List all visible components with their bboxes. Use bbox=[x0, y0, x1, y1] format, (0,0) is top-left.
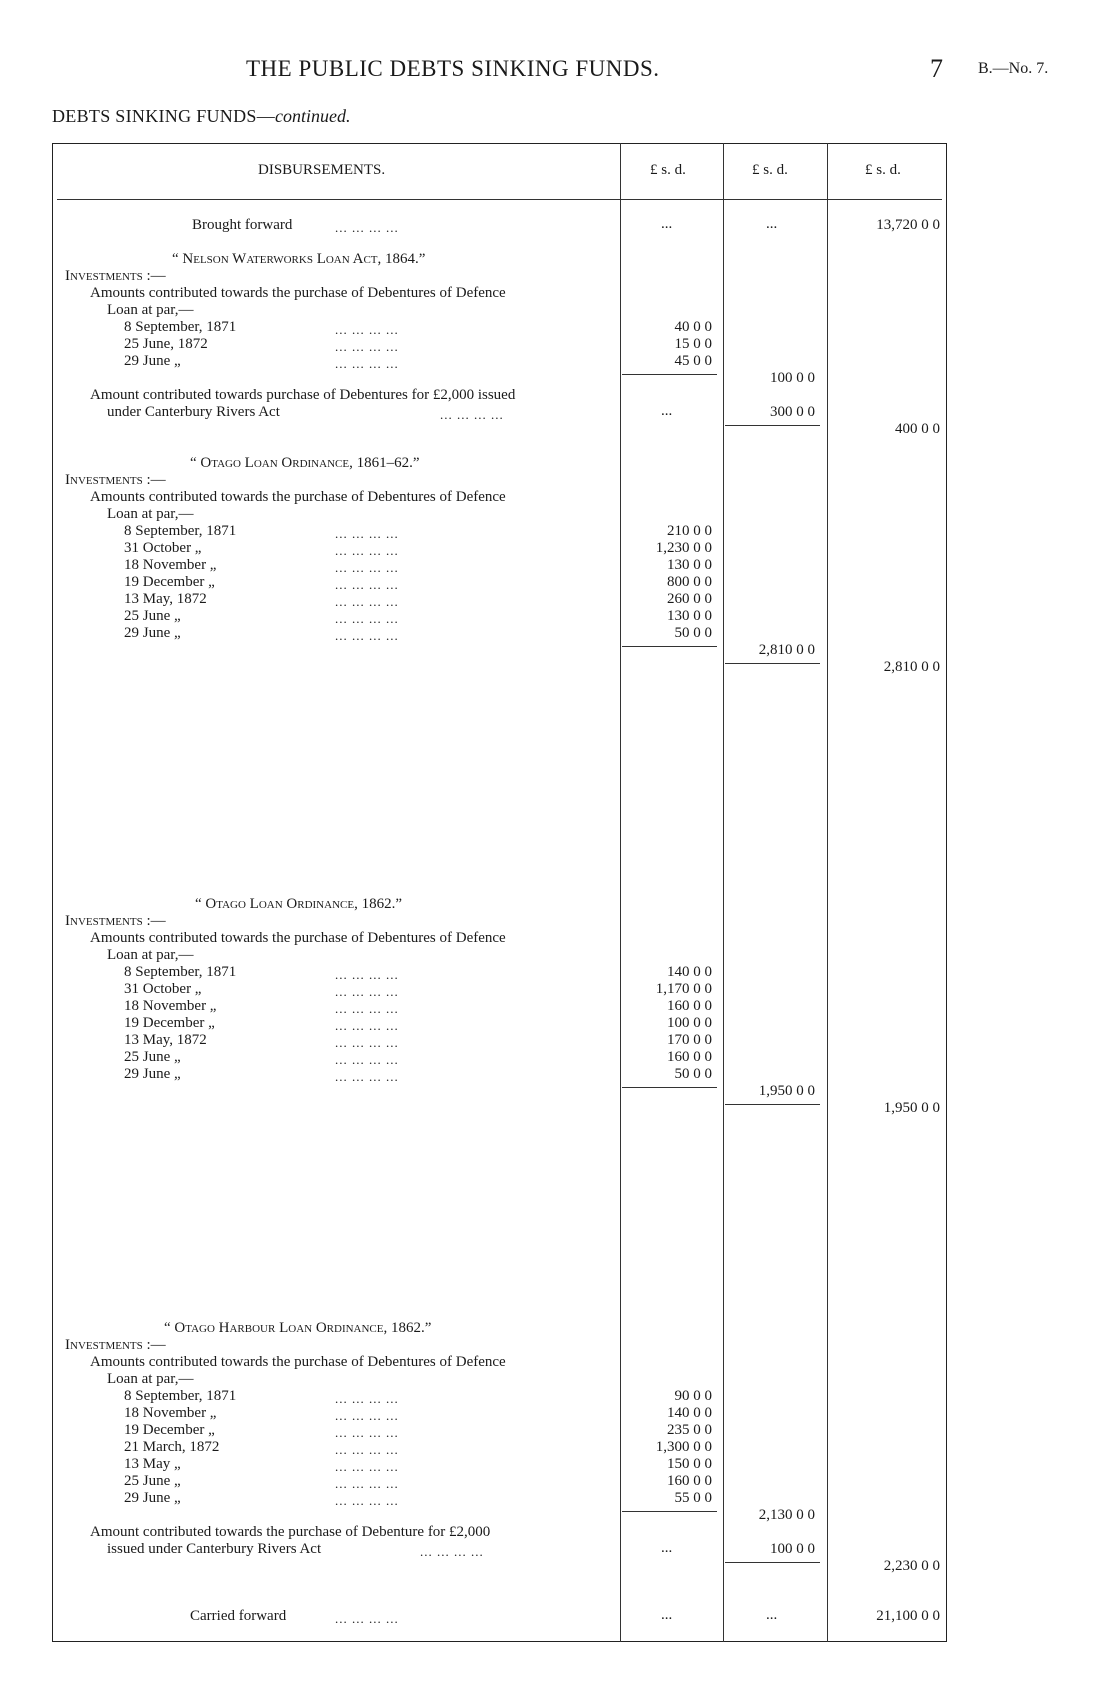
brought-forward-col1: ... bbox=[661, 216, 673, 232]
section-total: 2,230 0 0 bbox=[883, 1558, 940, 1574]
investments-label: Investments :— bbox=[65, 268, 166, 284]
section-desc-line1: Amounts contributed towards the purchase of Debentures of Defence bbox=[90, 489, 506, 505]
leader-dots: ... ... ... ... bbox=[335, 628, 399, 643]
investments-label: Investments :— bbox=[65, 1337, 166, 1353]
leader-dots: ... ... ... ... bbox=[335, 1611, 399, 1626]
entry-amount: 1,300 0 0 bbox=[655, 1439, 712, 1455]
leader-dots: ... ... ... ... bbox=[335, 1035, 399, 1050]
entry-amount: 160 0 0 bbox=[667, 998, 712, 1014]
entry-amount: 45 0 0 bbox=[674, 353, 712, 369]
leader-dots: ... ... ... ... bbox=[335, 1408, 399, 1423]
entry-date: 21 March, 1872 bbox=[124, 1439, 220, 1455]
running-title: THE PUBLIC DEBTS SINKING FUNDS. bbox=[246, 56, 660, 81]
leader-dots: ... ... ... ... bbox=[335, 594, 399, 609]
leader-dots: ... ... ... ... bbox=[335, 1052, 399, 1067]
entry-amount: 130 0 0 bbox=[667, 608, 712, 624]
leader-dots: ... ... ... ... bbox=[335, 1425, 399, 1440]
entry-date: 29 June „ bbox=[124, 625, 181, 641]
section-title-1: “ Otago Loan Ordinance, 1861–62.” bbox=[190, 455, 420, 471]
sum-rule bbox=[725, 1562, 820, 1563]
entry-amount: 55 0 0 bbox=[674, 1490, 712, 1506]
entry-date: 31 October „ bbox=[124, 981, 202, 997]
leader-dots: ... ... ... ... bbox=[335, 967, 399, 982]
leader-dots: ... ... ... ... bbox=[335, 984, 399, 999]
section-title: DEBTS SINKING FUNDS—continued. bbox=[52, 106, 351, 126]
section-desc-line1: Amounts contributed towards the purchase of Debentures of Defence bbox=[90, 1354, 506, 1370]
section-title-0: “ Nelson Waterworks Loan Act, 1864.” bbox=[172, 251, 426, 267]
extra-desc-line1: Amount contributed towards purchase of Debentures for £2,000 issued bbox=[90, 387, 516, 403]
header-col2: £ s. d. bbox=[752, 162, 788, 178]
extra-amount: 300 0 0 bbox=[770, 404, 815, 420]
leader-dots: ... ... ... ... bbox=[335, 560, 399, 575]
entry-date: 19 December „ bbox=[124, 574, 215, 590]
entry-date: 8 September, 1871 bbox=[124, 319, 237, 335]
section-total: 1,950 0 0 bbox=[883, 1100, 940, 1116]
leader-dots: ... ... ... ... bbox=[335, 543, 399, 558]
brought-forward-col3: 13,720 0 0 bbox=[876, 217, 940, 233]
extra-col1: ... bbox=[661, 403, 673, 419]
leader-dots: ... ... ... ... bbox=[335, 1459, 399, 1474]
entry-amount: 130 0 0 bbox=[667, 557, 712, 573]
carried-forward-label: Carried forward bbox=[190, 1608, 287, 1624]
sum-rule bbox=[725, 663, 820, 664]
entry-amount: 150 0 0 bbox=[667, 1456, 712, 1472]
column-rule-2 bbox=[723, 143, 724, 1642]
entry-amount: 800 0 0 bbox=[667, 574, 712, 590]
carried-forward-col1: ... bbox=[661, 1607, 673, 1623]
subtotal-amount: 2,130 0 0 bbox=[758, 1507, 815, 1523]
entry-date: 13 May, 1872 bbox=[124, 591, 207, 607]
entry-amount: 160 0 0 bbox=[667, 1473, 712, 1489]
sum-rule bbox=[622, 646, 717, 647]
leader-dots: ... ... ... ... bbox=[335, 220, 399, 235]
extra-desc-line2: under Canterbury Rivers Act bbox=[107, 404, 280, 420]
leader-dots: ... ... ... ... bbox=[335, 1001, 399, 1016]
entry-date: 29 June „ bbox=[124, 1066, 181, 1082]
document-reference: B.—No. 7. bbox=[978, 60, 1049, 77]
column-rule-1 bbox=[620, 143, 621, 1642]
section-desc-line2: Loan at par,— bbox=[107, 506, 194, 522]
section-title-2: “ Otago Loan Ordinance, 1862.” bbox=[195, 896, 402, 912]
leader-dots: ... ... ... ... bbox=[335, 1442, 399, 1457]
subtotal-amount: 1,950 0 0 bbox=[758, 1083, 815, 1099]
entry-date: 18 November „ bbox=[124, 557, 217, 573]
leader-dots: ... ... ... ... bbox=[440, 407, 504, 422]
header-col1: £ s. d. bbox=[650, 162, 686, 178]
entry-amount: 160 0 0 bbox=[667, 1049, 712, 1065]
entry-date: 13 May „ bbox=[124, 1456, 181, 1472]
entry-amount: 210 0 0 bbox=[667, 523, 712, 539]
entry-date: 25 June, 1872 bbox=[124, 336, 208, 352]
investments-label: Investments :— bbox=[65, 472, 166, 488]
leader-dots: ... ... ... ... bbox=[335, 526, 399, 541]
sum-rule bbox=[622, 374, 717, 375]
section-total: 2,810 0 0 bbox=[883, 659, 940, 675]
entry-date: 8 September, 1871 bbox=[124, 964, 237, 980]
sum-rule bbox=[725, 425, 820, 426]
extra-desc-line2: issued under Canterbury Rivers Act bbox=[107, 1541, 322, 1557]
entry-date: 8 September, 1871 bbox=[124, 1388, 237, 1404]
section-continued: continued. bbox=[275, 106, 351, 126]
entry-date: 25 June „ bbox=[124, 608, 181, 624]
section-desc-line2: Loan at par,— bbox=[107, 302, 194, 318]
entry-date: 19 December „ bbox=[124, 1422, 215, 1438]
entry-amount: 100 0 0 bbox=[667, 1015, 712, 1031]
leader-dots: ... ... ... ... bbox=[335, 322, 399, 337]
leader-dots: ... ... ... ... bbox=[335, 1391, 399, 1406]
header-col3: £ s. d. bbox=[865, 162, 901, 178]
brought-forward-col2: ... bbox=[766, 216, 778, 232]
entry-amount: 170 0 0 bbox=[667, 1032, 712, 1048]
section-desc-line1: Amounts contributed towards the purchase of Debentures of Defence bbox=[90, 285, 506, 301]
section-desc-line2: Loan at par,— bbox=[107, 1371, 194, 1387]
entry-amount: 1,170 0 0 bbox=[655, 981, 712, 997]
sum-rule bbox=[622, 1511, 717, 1512]
section-title-3: “ Otago Harbour Loan Ordinance, 1862.” bbox=[164, 1320, 432, 1336]
carried-forward-col3: 21,100 0 0 bbox=[876, 1608, 940, 1624]
header-disbursements: DISBURSEMENTS. bbox=[258, 162, 386, 178]
header-rule bbox=[57, 199, 942, 200]
leader-dots: ... ... ... ... bbox=[335, 339, 399, 354]
leader-dots: ... ... ... ... bbox=[335, 611, 399, 626]
entry-date: 25 June „ bbox=[124, 1049, 181, 1065]
entry-amount: 90 0 0 bbox=[674, 1388, 712, 1404]
entry-date: 18 November „ bbox=[124, 1405, 217, 1421]
leader-dots: ... ... ... ... bbox=[335, 1069, 399, 1084]
column-rule-3 bbox=[827, 143, 828, 1642]
extra-col1: ... bbox=[661, 1540, 673, 1556]
leader-dots: ... ... ... ... bbox=[335, 1476, 399, 1491]
entry-amount: 40 0 0 bbox=[674, 319, 712, 335]
page-number: 7 bbox=[930, 54, 943, 83]
entry-amount: 50 0 0 bbox=[674, 1066, 712, 1082]
entry-date: 31 October „ bbox=[124, 540, 202, 556]
entry-date: 29 June „ bbox=[124, 353, 181, 369]
entry-amount: 140 0 0 bbox=[667, 964, 712, 980]
sum-rule bbox=[622, 1087, 717, 1088]
section-desc-line1: Amounts contributed towards the purchase of Debentures of Defence bbox=[90, 930, 506, 946]
entry-date: 13 May, 1872 bbox=[124, 1032, 207, 1048]
section-desc-line2: Loan at par,— bbox=[107, 947, 194, 963]
entry-date: 19 December „ bbox=[124, 1015, 215, 1031]
subtotal-amount: 2,810 0 0 bbox=[758, 642, 815, 658]
entry-amount: 50 0 0 bbox=[674, 625, 712, 641]
leader-dots: ... ... ... ... bbox=[335, 356, 399, 371]
leader-dots: ... ... ... ... bbox=[335, 577, 399, 592]
entry-amount: 140 0 0 bbox=[667, 1405, 712, 1421]
investments-label: Investments :— bbox=[65, 913, 166, 929]
extra-amount: 100 0 0 bbox=[770, 1541, 815, 1557]
entry-amount: 15 0 0 bbox=[674, 336, 712, 352]
extra-desc-line1: Amount contributed towards the purchase of Debenture for £2,000 bbox=[90, 1524, 491, 1540]
subtotal-amount: 100 0 0 bbox=[770, 370, 815, 386]
section-total: 400 0 0 bbox=[895, 421, 940, 437]
leader-dots: ... ... ... ... bbox=[420, 1544, 484, 1559]
entry-date: 8 September, 1871 bbox=[124, 523, 237, 539]
sum-rule bbox=[725, 1104, 820, 1105]
entry-date: 29 June „ bbox=[124, 1490, 181, 1506]
carried-forward-col2: ... bbox=[766, 1607, 778, 1623]
entry-date: 18 November „ bbox=[124, 998, 217, 1014]
entry-amount: 1,230 0 0 bbox=[655, 540, 712, 556]
entry-amount: 235 0 0 bbox=[667, 1422, 712, 1438]
entry-amount: 260 0 0 bbox=[667, 591, 712, 607]
brought-forward-label: Brought forward bbox=[192, 217, 293, 233]
leader-dots: ... ... ... ... bbox=[335, 1493, 399, 1508]
leader-dots: ... ... ... ... bbox=[335, 1018, 399, 1033]
entry-date: 25 June „ bbox=[124, 1473, 181, 1489]
